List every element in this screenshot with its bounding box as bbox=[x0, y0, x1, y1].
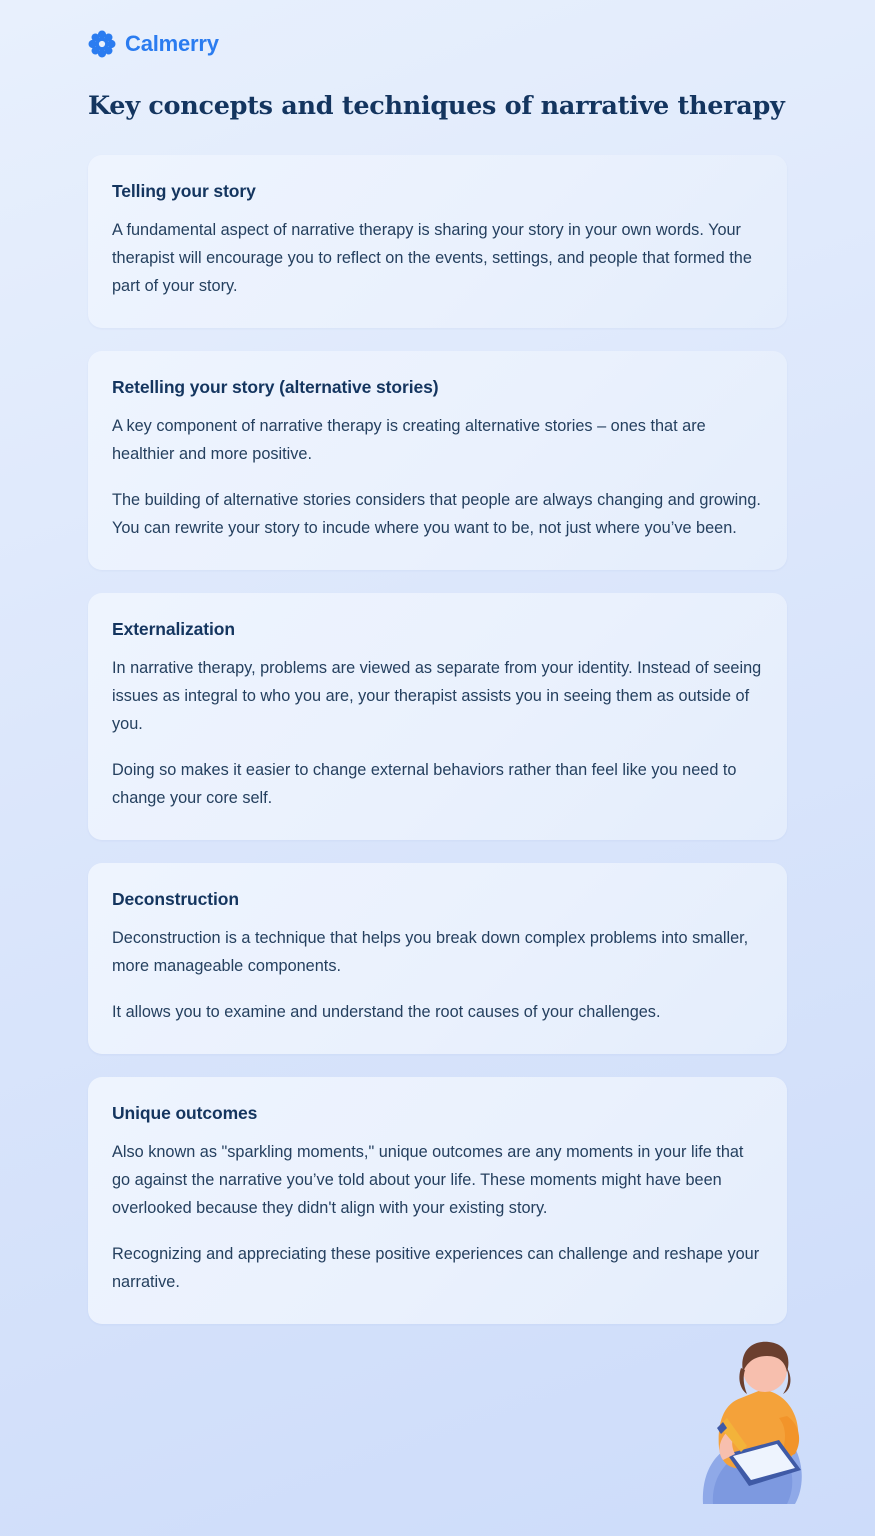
concept-card bbox=[88, 351, 787, 570]
card-paragraph: A fundamental aspect of narrative therapy is sharing your story in your own words. Your therapist will encourage you to reflect on the events, settings, and people that formed the part of your story. bbox=[112, 220, 752, 295]
concept-card-list bbox=[88, 155, 787, 1324]
concept-card bbox=[88, 155, 787, 328]
card-paragraph: The building of alternative stories considers that people are always changing and growing. You can rewrite your story to incude where you want to be, not just where you’ve been. bbox=[112, 490, 761, 537]
card-title: Unique outcomes bbox=[112, 1103, 258, 1124]
card-paragraph: Recognizing and appreciating these positive experiences can challenge and reshape your narrative. bbox=[112, 1245, 760, 1292]
concept-card bbox=[88, 593, 787, 840]
card-paragraph: A key component of narrative therapy is creating alternative stories – ones that are healthier and more positive. bbox=[112, 416, 706, 463]
person-reading-book-illustration bbox=[683, 1328, 833, 1508]
brand-header bbox=[88, 0, 787, 58]
card-paragraph: Deconstruction is a technique that helps you break down complex problems into smaller, more manageable components. bbox=[112, 929, 749, 976]
concept-card bbox=[88, 863, 787, 1054]
calmerry-gear-flower-icon bbox=[88, 30, 116, 58]
concept-card bbox=[88, 1077, 787, 1324]
card-paragraph: In narrative therapy, problems are viewed as separate from your identity. Instead of seeing issues as integral to who you are, your therapist assists you in seeing them as outside of you. bbox=[112, 658, 762, 734]
brand-name: Calmerry bbox=[125, 31, 219, 56]
page-title: Key concepts and techniques of narrative therapy bbox=[88, 91, 785, 121]
card-title: Retelling your story (alternative stories) bbox=[112, 376, 439, 397]
card-title: Deconstruction bbox=[112, 889, 239, 910]
card-paragraph: It allows you to examine and understand the root causes of your challenges. bbox=[112, 1003, 661, 1022]
card-paragraph: Also known as "sparkling moments," unique outcomes are any moments in your life that go against the narrative you’ve told about your life. These moments might have been overlooked because they didn't align with your existing story. bbox=[112, 1143, 744, 1218]
card-title: Externalization bbox=[112, 618, 235, 639]
card-title: Telling your story bbox=[112, 180, 256, 201]
card-paragraph: Doing so makes it easier to change external behaviors rather than feel like you need to change your core self. bbox=[112, 761, 737, 808]
